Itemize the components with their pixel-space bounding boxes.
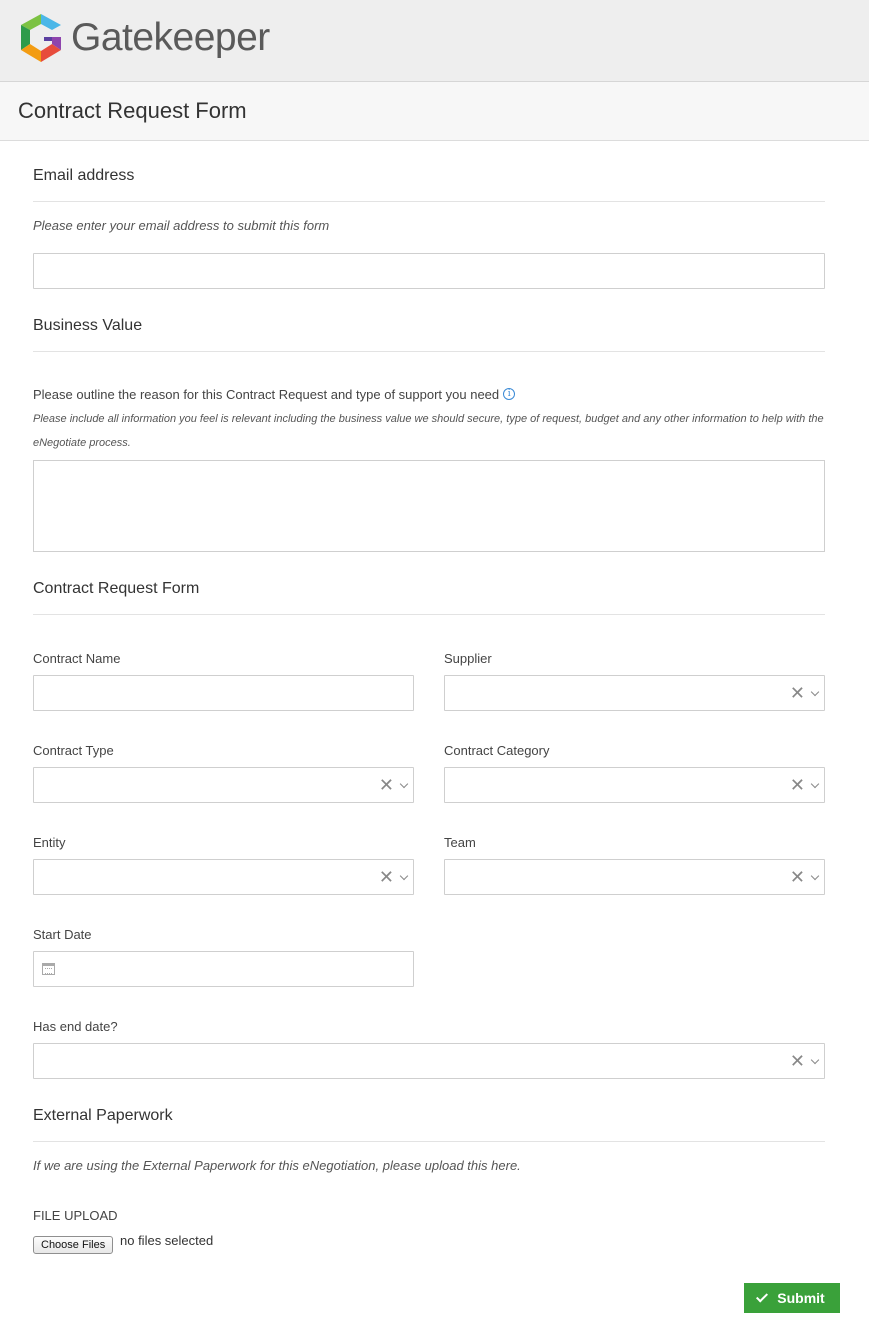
supplier-label: Supplier bbox=[444, 651, 492, 666]
start-date-field[interactable] bbox=[33, 951, 414, 987]
select-controls bbox=[789, 867, 818, 888]
chevron-down-icon[interactable] bbox=[400, 780, 408, 788]
clear-icon[interactable]: ✕ bbox=[789, 1051, 805, 1072]
chevron-down-icon[interactable] bbox=[400, 872, 408, 880]
team-label: Team bbox=[444, 835, 476, 850]
file-status-text: no files selected bbox=[120, 1233, 214, 1248]
business-question-label bbox=[33, 387, 515, 402]
clear-icon[interactable]: ✕ bbox=[789, 867, 805, 888]
email-section-divider bbox=[33, 201, 825, 202]
email-field[interactable] bbox=[33, 253, 825, 289]
paperwork-help-text: If we are using the External Paperwork for this eNegotiation, please upload this here. bbox=[33, 1158, 521, 1173]
clear-icon[interactable]: ✕ bbox=[789, 775, 805, 796]
business-value-textarea[interactable] bbox=[33, 460, 825, 552]
business-question-text: Please outline the reason for this Contract Request and type of support you need bbox=[33, 387, 500, 402]
chevron-down-icon[interactable] bbox=[811, 780, 819, 788]
contract-name-label: Contract Name bbox=[33, 651, 121, 666]
check-icon bbox=[756, 1290, 768, 1302]
business-section-title: Business Value bbox=[33, 317, 143, 334]
has-end-date-label: Has end date? bbox=[33, 1019, 118, 1034]
contract-type-select[interactable] bbox=[33, 767, 414, 803]
file-upload-label: FILE UPLOAD bbox=[33, 1208, 118, 1223]
select-controls bbox=[378, 775, 407, 796]
contract-type-label: Contract Type bbox=[33, 743, 114, 758]
title-bar bbox=[0, 82, 869, 141]
submit-button[interactable] bbox=[744, 1283, 840, 1313]
chevron-down-icon[interactable] bbox=[811, 872, 819, 880]
gatekeeper-logo[interactable] bbox=[17, 14, 277, 66]
start-date-label: Start Date bbox=[33, 927, 92, 942]
contract-section-title: Contract Request Form bbox=[33, 580, 200, 597]
supplier-select[interactable] bbox=[444, 675, 825, 711]
email-help-text: Please enter your email address to submit this form bbox=[33, 218, 330, 233]
contract-name-field[interactable] bbox=[33, 675, 414, 711]
select-controls bbox=[789, 775, 818, 796]
calendar-icon[interactable] bbox=[42, 963, 55, 975]
select-controls bbox=[378, 867, 407, 888]
page-title: Contract Request Form bbox=[18, 98, 247, 123]
brand-name: Gatekeeper bbox=[71, 16, 270, 59]
select-controls bbox=[789, 683, 818, 704]
choose-files-button[interactable]: Choose Files bbox=[33, 1236, 113, 1254]
entity-select[interactable] bbox=[33, 859, 414, 895]
chevron-down-icon[interactable] bbox=[811, 1056, 819, 1064]
contract-section-divider bbox=[33, 614, 825, 615]
select-controls bbox=[789, 1051, 818, 1072]
business-help-text: Please include all information you feel is relevant including the business value we should secure, type of request, budget and any other information to help with the eNegotiate process. bbox=[33, 413, 824, 449]
clear-icon[interactable]: ✕ bbox=[789, 683, 805, 704]
paperwork-section-divider bbox=[33, 1141, 825, 1142]
chevron-down-icon[interactable] bbox=[811, 688, 819, 696]
business-section-divider bbox=[33, 351, 825, 352]
info-icon[interactable]: i bbox=[503, 388, 515, 400]
has-end-date-select[interactable] bbox=[33, 1043, 825, 1079]
top-bar bbox=[0, 0, 869, 82]
entity-label: Entity bbox=[33, 835, 66, 850]
clear-icon[interactable]: ✕ bbox=[378, 775, 394, 796]
email-section-title: Email address bbox=[33, 167, 135, 184]
team-select[interactable] bbox=[444, 859, 825, 895]
gatekeeper-g-logo-icon bbox=[17, 14, 65, 64]
contract-category-select[interactable] bbox=[444, 767, 825, 803]
contract-category-label: Contract Category bbox=[444, 743, 550, 758]
submit-label: Submit bbox=[777, 1290, 825, 1306]
paperwork-section-title: External Paperwork bbox=[33, 1107, 173, 1124]
clear-icon[interactable]: ✕ bbox=[378, 867, 394, 888]
